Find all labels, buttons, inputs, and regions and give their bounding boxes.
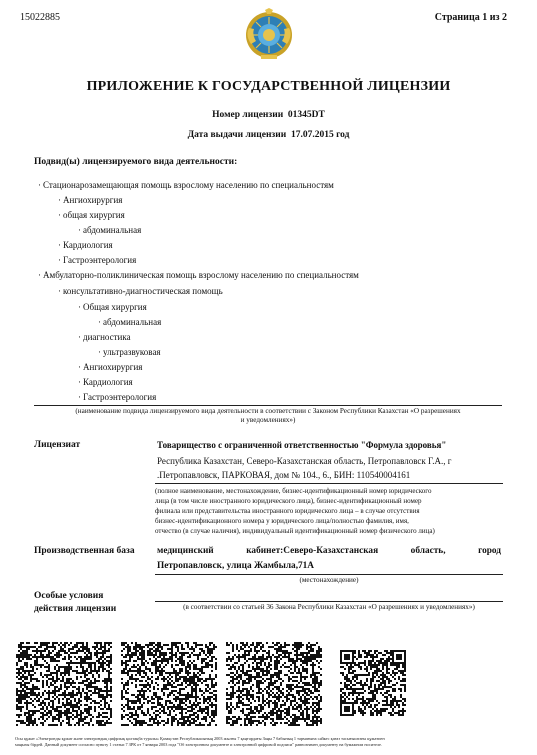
state-emblem-icon bbox=[243, 8, 295, 60]
barcode-3-icon bbox=[226, 642, 322, 726]
qr-code-icon bbox=[340, 650, 406, 716]
license-number-value: 01345DT bbox=[287, 110, 325, 120]
production-base-caption: (местонахождение) bbox=[299, 576, 359, 584]
license-date-line bbox=[0, 130, 537, 140]
document-id: 15022885 bbox=[20, 12, 60, 23]
activity-item: · ультразвуковая bbox=[98, 347, 161, 357]
activity-item: · абдоминальная bbox=[98, 317, 162, 327]
activity-item: · Амбулаторно-поликлиническая помощь взрослому населению по специальностям bbox=[38, 270, 359, 280]
licensee-caption: (полное наименование, местонахождение, бизнес-идентификационный номер юридического лица (в том числе иностранного юридического лица), бизнес-идентификационный номер филиала или представительства иностранного юридического лица – в случае отсутствия бизнес-идентификационного номера у юридического лица/полностью фамилия, имя, отчество (в случае наличия), индивидуальный идентификационный номер физического лица) bbox=[155, 487, 435, 535]
activities-caption: (наименование подвида лицензируемого вида деятельности в соответствии с Законом Республики Казахстан «О разрешениях и уведомлениях») bbox=[75, 407, 461, 424]
activity-item: · Стационарозамещающая помощь взрослому населению по специальностям bbox=[38, 180, 334, 190]
divider bbox=[34, 405, 502, 406]
license-date-label: Дата выдачи лицензии bbox=[187, 130, 287, 140]
activity-item: · консультативно-диагностическая помощь bbox=[58, 286, 223, 296]
special-conditions-caption: (в соответствии со статьей 36 Закона Республики Казахстан «О разрешениях и уведомлениях») bbox=[183, 603, 475, 611]
special-conditions-label-line1: Особые условия bbox=[34, 591, 104, 601]
footer-legal-note: Осы құжат «Электронды құжат және электрондық цифрлық қолтаңба туралы» Қазақстан Республикасының 2003 жылғы 7 қаңтардағы Заңы 7 бабының 1 тармағына сәйкес қағаз тасығыштағы құжатпен маңызы бірдей. Данный документ согласно пункту 1 статьи 7 ЗРК от 7 января 2003 года "Об электронном документе и электронной цифровой подписи" равнозначен документу на бумажном носителе. bbox=[15, 736, 385, 747]
licensee-name: Товарищество с ограниченной ответственностью "Формула здоровья" bbox=[157, 440, 447, 450]
licensee-address-line2: .Петропавловск, ПАРКОВАЯ, дом № 104., 6., БИН: 110540004161 bbox=[157, 470, 411, 480]
activity-item: · Кардиология bbox=[78, 377, 133, 387]
divider bbox=[155, 574, 503, 575]
license-number-line bbox=[0, 110, 537, 120]
page-number: Страница 1 из 2 bbox=[434, 12, 507, 23]
production-base-label: Производственная база bbox=[34, 546, 135, 556]
activity-item: · Ангиохирургия bbox=[58, 195, 123, 205]
production-base-line1: медицинский кабинет:Северо-Казахстанская область, город bbox=[157, 546, 501, 556]
barcode-2-icon bbox=[121, 642, 217, 726]
activity-item: · Кардиология bbox=[58, 240, 113, 250]
divider bbox=[155, 483, 503, 484]
licensee-address-line1: Республика Казахстан, Северо-Казахстанская область, Петропавловск Г.А., г bbox=[157, 456, 452, 466]
activity-item: · общая хирургия bbox=[58, 210, 125, 220]
activity-item: · абдоминальная bbox=[78, 225, 142, 235]
activities-heading: Подвид(ы) лицензируемого вида деятельности: bbox=[34, 157, 238, 167]
license-number-label: Номер лицензии bbox=[212, 110, 284, 120]
production-base-line2: Петропавловск, улица Жамбыла,71А bbox=[157, 561, 315, 571]
licensee-label: Лицензиат bbox=[34, 440, 81, 450]
page-title: ПРИЛОЖЕНИЕ К ГОСУДАРСТВЕННОЙ ЛИЦЕНЗИИ bbox=[86, 79, 451, 94]
activity-item: · Гастроэнтерология bbox=[58, 255, 137, 265]
activity-item: · Ангиохирургия bbox=[78, 362, 143, 372]
divider bbox=[155, 601, 503, 602]
activity-item: · диагностика bbox=[78, 332, 131, 342]
special-conditions-label-line2: действия лицензии bbox=[34, 604, 117, 614]
activity-item: · Гастроэнтерология bbox=[78, 392, 157, 402]
license-date-value: 17.07.2015 год bbox=[290, 130, 350, 140]
barcode-1-icon bbox=[16, 642, 112, 726]
activity-item: · Общая хирургия bbox=[78, 302, 147, 312]
